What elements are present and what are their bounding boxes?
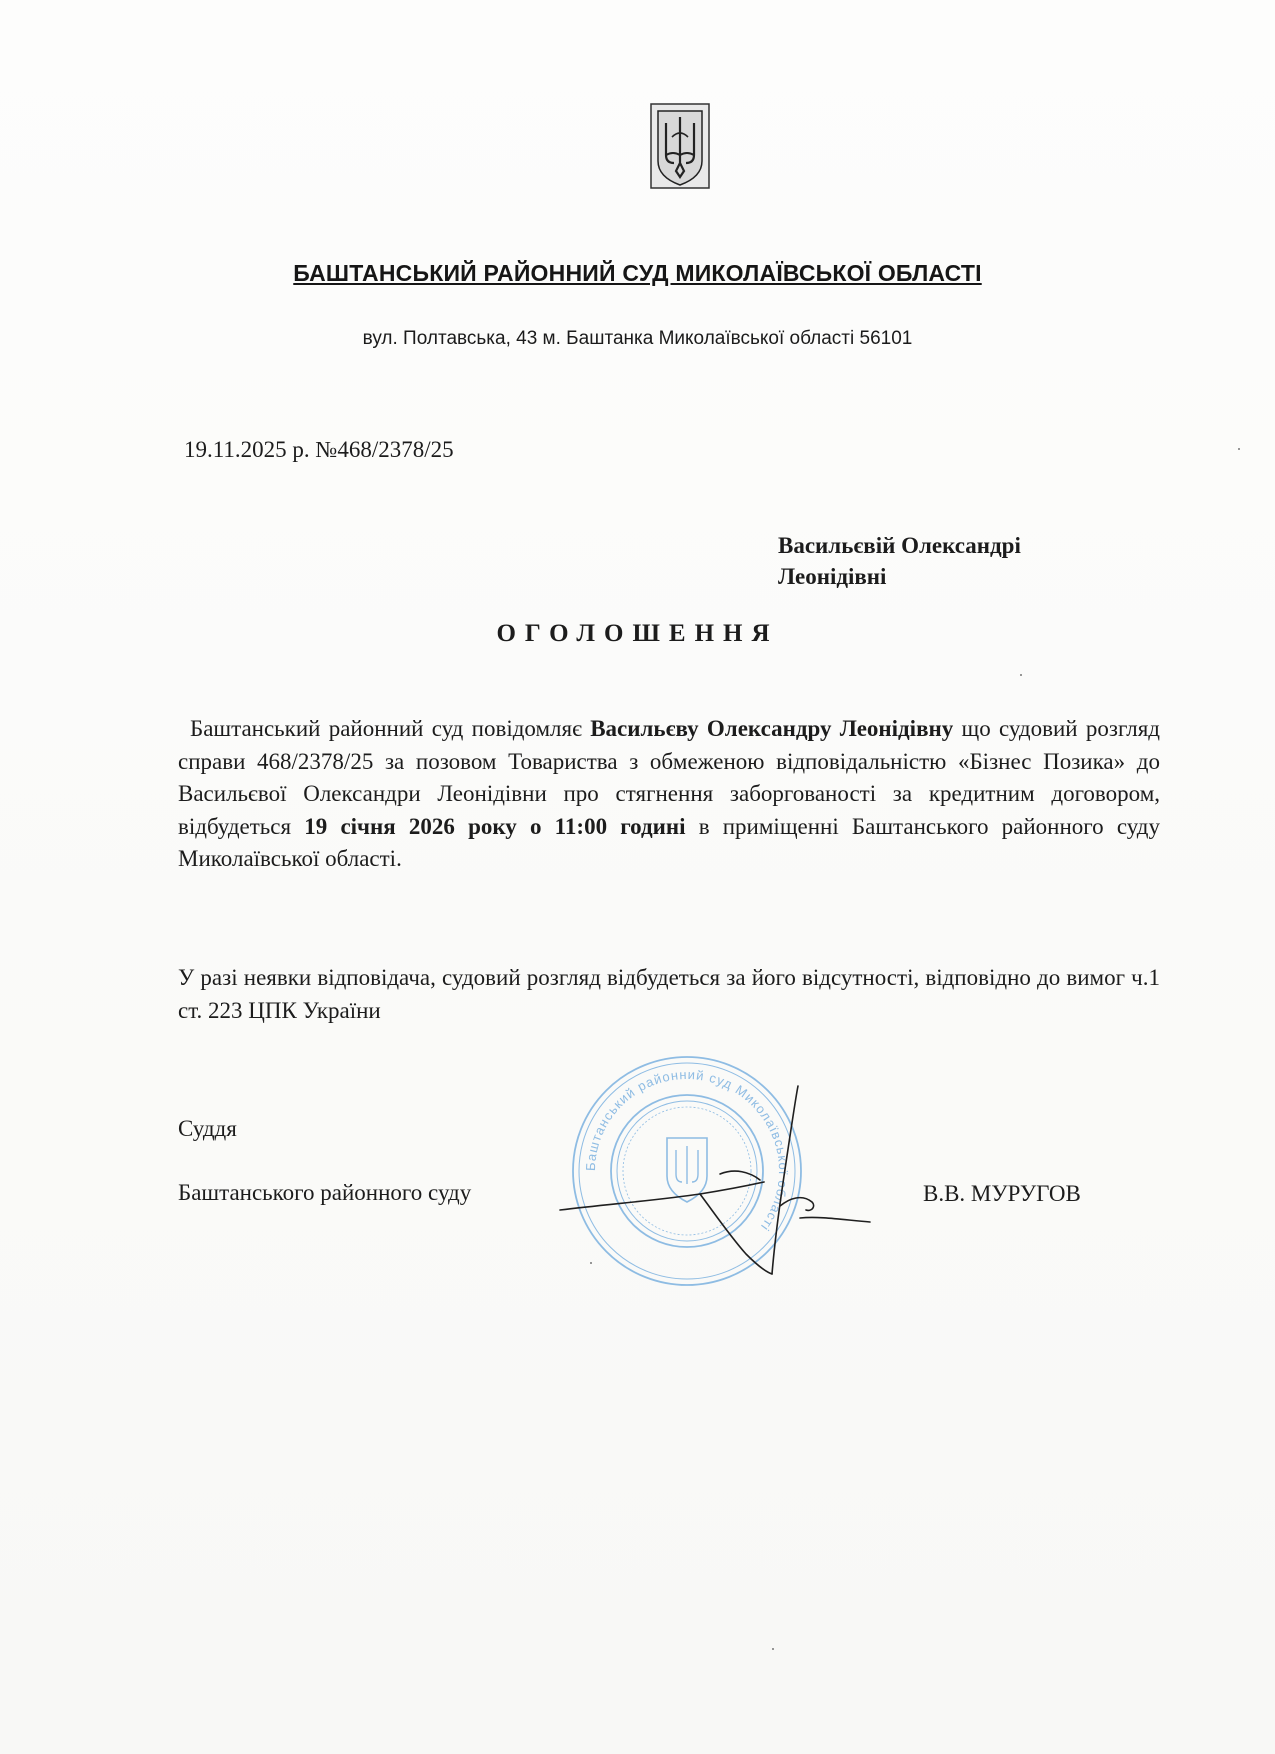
scan-speck bbox=[772, 1648, 774, 1650]
judge-signature-icon bbox=[550, 1076, 900, 1316]
text-segment: Баштанський районний суд повідомляє bbox=[190, 716, 591, 741]
addressee-line-1: Васильєвій Олександрі bbox=[778, 533, 1021, 558]
defendant-name: Васильєву Олександру Леонідівну bbox=[590, 716, 954, 741]
document-heading: ОГОЛОШЕННЯ bbox=[496, 620, 779, 647]
scan-speck bbox=[1238, 448, 1240, 450]
date-and-number: 19.11.2025 р. №468/2378/25 bbox=[184, 437, 454, 462]
signature-title-court: Баштанського районного суду bbox=[178, 1180, 472, 1205]
notice-paragraph bbox=[178, 713, 1160, 876]
stamp-text: Баштанський районний суд Миколаївської області bbox=[582, 1066, 792, 1235]
scan-speck bbox=[590, 1262, 592, 1264]
judge-name: В.В. МУРУГОВ bbox=[923, 1181, 1081, 1206]
signature-title-judge: Суддя bbox=[178, 1116, 237, 1141]
absence-paragraph: У разі неявки відповідача, судовий розгляд відбудеться за його відсутності, відповідно до вимог ч.1 ст. 223 ЦПК України bbox=[178, 965, 1160, 1023]
addressee-line-2: Леонідівні bbox=[778, 564, 887, 589]
hearing-datetime: 19 січня 2026 року о 11:00 годині bbox=[304, 813, 686, 839]
scan-speck bbox=[1020, 674, 1022, 676]
text-segment: що судовий розгляд справи 468/2378/25 за позовом Товариства з обмеженою відповідальністю «Бізнес Позика» до Васильєвої Олександри Леонідівни про стягнення заборгованості за кредитним договором, відбудеться bbox=[178, 716, 1160, 839]
court-title: БАШТАНСЬКИЙ РАЙОННИЙ СУД МИКОЛАЇВСЬКОЇ ОБЛАСТІ bbox=[293, 260, 982, 286]
addressee bbox=[778, 530, 1108, 592]
text-segment: в приміщенні Баштанського районного суду Миколаївської області. bbox=[178, 813, 1160, 871]
court-address: вул. Полтавська, 43 м. Баштанка Миколаївської області 56101 bbox=[362, 328, 913, 349]
coat-of-arms-icon bbox=[650, 103, 710, 189]
